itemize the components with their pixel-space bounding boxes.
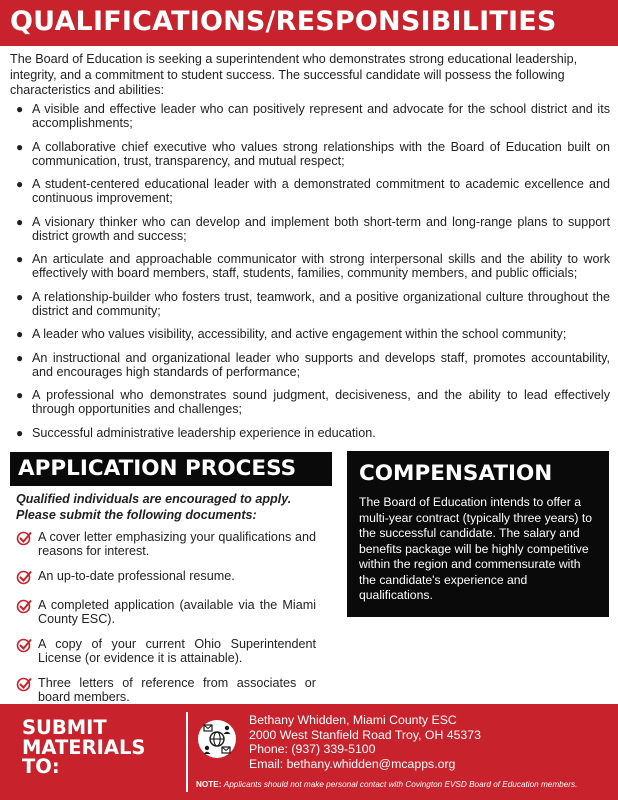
bullet-icon: ● [16, 252, 24, 266]
list-item: ● Successful administrative leadership experience in education. [16, 425, 376, 440]
application-process-header [10, 452, 332, 486]
bullet-icon: ● [16, 388, 24, 402]
bullet-icon: ● [16, 425, 24, 440]
contact-name: Bethany Whidden, Miami County ESC [249, 713, 457, 727]
contact-phone: Phone: (937) 339-5100 [249, 742, 376, 756]
bullet-icon: ● [16, 102, 24, 116]
bullet-icon: ● [16, 289, 24, 304]
documents-list [16, 530, 316, 704]
list-item: Three letters of reference from associates or board members. [16, 676, 316, 704]
check-circle-icon [16, 569, 32, 585]
submit-line: MATERIALS [22, 735, 146, 759]
bullet-icon: ● [16, 177, 24, 191]
compensation-text: The Board of Education intends to offer a multi-year contract (typically three years) to the successful candidate. The salary and benefits package will be highly competitive within the region and commensurate with the candidate's experience and qualifications. [359, 495, 592, 602]
bullet-icon: ● [16, 350, 24, 365]
divider [186, 712, 188, 792]
application-process-title: APPLICATION PROCESS [18, 456, 297, 481]
bullet-icon: ● [16, 327, 24, 341]
application-intro: Qualified individuals are encouraged to apply. Please submit the following documents: [16, 492, 292, 522]
check-circle-icon [16, 676, 32, 692]
compensation-title: COMPENSATION [359, 461, 553, 486]
list-item: A cover letter emphasizing your qualifications and reasons for interest. [16, 530, 316, 558]
page-header [0, 0, 618, 46]
list-item: A copy of your current Ohio Superintendent License (or evidence it is attainable). [16, 637, 316, 665]
compensation-box [347, 451, 609, 617]
submit-heading [22, 718, 145, 777]
contact-address: 2000 West Stanfield Road Troy, OH 45373 [249, 727, 481, 742]
check-circle-icon [16, 598, 32, 614]
contact-email[interactable]: Email: bethany.whidden@mcapps.org [249, 756, 456, 771]
list-item: An up-to-date professional resume. [16, 569, 316, 583]
list-item: ● A professional who demonstrates sound judgment, decisiveness, and the ability to lead effectively through opportunities and challenges; [16, 388, 610, 416]
list-item: ● A relationship-builder who fosters trust, teamwork, and a positive organizational culture throughout the district and community; [16, 289, 610, 318]
check-circle-icon [16, 637, 32, 653]
list-item: ● A collaborative chief executive who values strong relationships with the Board of Education built on communication, trust, transparency, and mutual respect; [16, 139, 610, 168]
list-item: ● A leader who values visibility, accessibility, and active engagement within the school community; [16, 327, 567, 341]
check-circle-icon [16, 530, 32, 546]
contact-network-icon [196, 718, 238, 760]
note-text: Applicants should not make personal contact with Covington EVSD Board of Education members. [223, 780, 578, 789]
note-label: NOTE: [196, 780, 222, 789]
page-title: QUALIFICATIONS/RESPONSIBILITIES [10, 6, 557, 37]
list-item: ● A student-centered educational leader with a demonstrated commitment to academic excellence and continuous improvement; [16, 177, 610, 205]
qualifications-list [10, 102, 610, 449]
list-item: ● An articulate and approachable communicator with strong interpersonal skills and the ability to work effectively with board members, staff, students, families, community members, and public officials; [16, 252, 610, 280]
submit-line: TO: [22, 755, 60, 778]
footer-note [196, 780, 577, 790]
bullet-icon: ● [16, 139, 24, 154]
intro-paragraph: The Board of Education is seeking a superintendent who demonstrates strong educational leadership, integrity, and a commitment to student success. The successful candidate will possess the following characteristics and abilities: [10, 52, 578, 97]
contact-info [249, 713, 481, 771]
list-item: A completed application (available via the Miami County ESC). [16, 598, 316, 626]
submit-footer [0, 704, 618, 800]
submit-line: SUBMIT [22, 716, 107, 739]
list-item: ● A visionary thinker who can develop and implement both short-term and long-range plans to support district growth and success; [16, 214, 610, 243]
list-item: ● A visible and effective leader who can positively represent and advocate for the school district and its accomplishments; [16, 102, 610, 130]
bullet-icon: ● [16, 214, 24, 229]
list-item: ● An instructional and organizational leader who supports and develops staff, promotes accountability, and encourages high standards of performance; [16, 350, 610, 379]
